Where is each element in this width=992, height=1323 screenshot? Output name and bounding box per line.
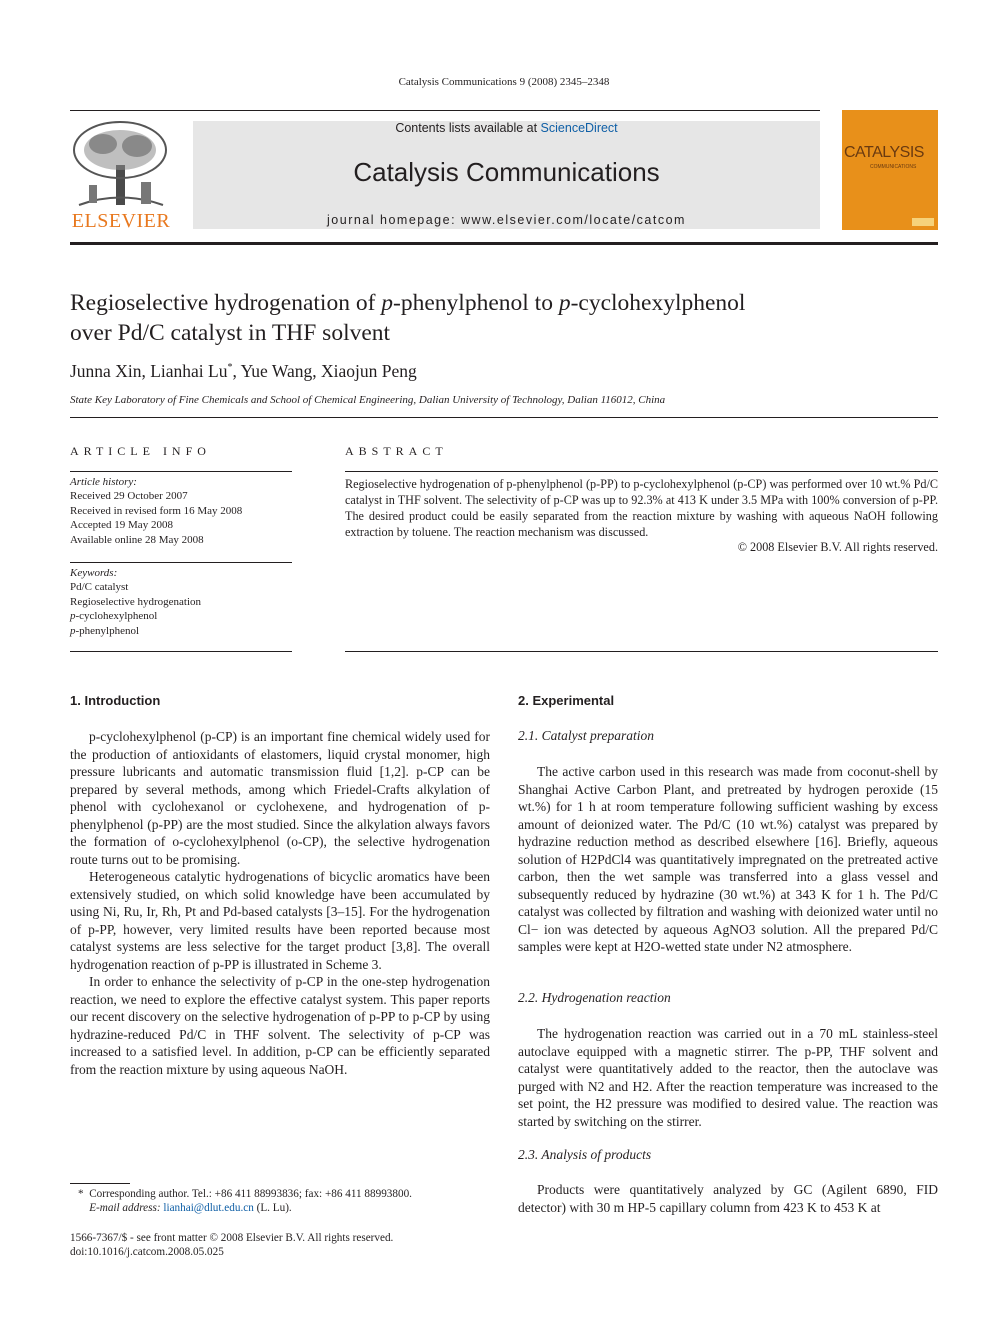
hydrogenation-paragraph: The hydrogenation reaction was carried out in a 70 mL stainless-steel autoclave equipped with a magnetic stirrer. The p-PP, THF solvent and catalyst were quantitatively added to the reactor, then the autoclave was purged with N2 and H2. After the reaction temperature was increased to the set point, the H2 pressure was modified to desired value. The reaction was started by switching on the stirrer.	[518, 1026, 938, 1129]
keywords-rule	[70, 562, 292, 563]
title-part: -cyclohexylphenol	[570, 290, 746, 316]
corresponding-mark[interactable]: *	[227, 362, 233, 374]
analysis-heading: 2.3. Analysis of products	[518, 1147, 652, 1162]
journal-name: Catalysis Communications	[353, 157, 660, 187]
history-item: Received 29 October 2007	[70, 490, 188, 503]
keyword-italic: p	[70, 624, 76, 637]
hydrogenation-reaction-heading: 2.2. Hydrogenation reaction	[518, 990, 671, 1005]
email-suffix: (L. Lu).	[253, 1202, 292, 1215]
article-history	[70, 475, 292, 547]
hydrogenation-reaction-body	[518, 1025, 938, 1130]
abstract-text: Regioselective hydrogenation of p-phenylphenol (p-PP) to p-cyclohexylphenol (p-CP) was performed over 10 wt.% Pd/C catalyst in THF solvent. The selectivity of p-CP was up to 92.3% at 413 K under 3.5 MPa with 100% conversion of p-PP. The desired product could be easily separated from the reaction mixture by washing with aqueous NaOH following extraction by toluene. The reaction mechanism was discussed.	[345, 477, 938, 539]
footnote-star: *	[78, 1188, 84, 1200]
title-line-2: over Pd/C catalyst in THF solvent	[70, 320, 391, 346]
history-item: Accepted 19 May 2008	[70, 519, 173, 532]
catalyst-preparation-body	[518, 763, 938, 956]
keywords-label: Keywords:	[70, 567, 118, 579]
doi[interactable]: doi:10.1016/j.catcom.2008.05.025	[70, 1246, 224, 1259]
sciencedirect-link[interactable]: ScienceDirect	[540, 121, 618, 135]
keyword: -cyclohexylphenol	[75, 610, 158, 623]
keyword: -phenylphenol	[75, 624, 140, 637]
introduction-heading: 1. Introduction	[70, 693, 161, 708]
contents-prefix: Contents lists available at	[395, 121, 541, 135]
history-item: Available online 28 May 2008	[70, 533, 204, 546]
journal-cover	[842, 110, 938, 230]
title-part: Regioselective hydrogenation of	[70, 290, 382, 316]
keyword: Regioselective hydrogenation	[70, 595, 202, 608]
authors-part: Junna Xin, Lianhai Lu	[70, 361, 228, 381]
keywords	[70, 566, 292, 638]
catalyst-preparation-heading: 2.1. Catalyst preparation	[518, 728, 655, 743]
affiliation: State Key Laboratory of Fine Chemicals and School of Chemical Engineering, Dalian University of Technology, Dalian 116012, China	[70, 394, 666, 406]
article-title	[70, 288, 940, 348]
keyword-italic: p	[70, 610, 76, 623]
email-label: E-mail address:	[89, 1202, 161, 1215]
analysis-paragraph: Products were quantitatively analyzed by GC (Agilent 6890, FID detector) with 30 m HP-5 capillary column from 423 K to 453 K at	[518, 1182, 938, 1215]
front-matter	[70, 1231, 530, 1260]
history-label: Article history:	[70, 476, 137, 488]
title-part: -phenylphenol to	[393, 290, 559, 316]
keyword: Pd/C catalyst	[70, 581, 129, 594]
publisher-name: ELSEVIER	[71, 210, 171, 232]
header-thick-rule	[70, 242, 938, 245]
corresponding-author: Corresponding author. Tel.: +86 411 88993836; fax: +86 411 88993800.	[89, 1188, 412, 1200]
cover-subtitle: COMMUNICATIONS	[870, 164, 917, 170]
abstract-copyright: © 2008 Elsevier B.V. All rights reserved.	[737, 540, 938, 554]
affiliation-rule	[70, 417, 938, 418]
cover-badge	[912, 218, 934, 226]
abstract-rule	[345, 471, 938, 472]
header-rule	[70, 110, 820, 111]
experimental-heading: 2. Experimental	[518, 693, 615, 708]
abstract-heading: ABSTRACT	[345, 444, 448, 458]
article-info-heading: ARTICLE INFO	[70, 444, 211, 458]
contents-line	[193, 121, 820, 135]
introduction-body	[70, 728, 490, 1078]
email-link[interactable]: lianhai@dlut.edu.cn	[163, 1202, 254, 1215]
elsevier-logo	[69, 120, 173, 232]
journal-homepage[interactable]: journal homepage: www.elsevier.com/locate/catcom	[327, 213, 686, 227]
intro-paragraph-2: Heterogeneous catalytic hydrogenations of bicyclic aromatics have been extensively studied, on which solid knowledge have been accumulated by using Ni, Ru, Ir, Rh, Pt and Pd-based catalysts [3–15]. For the hydrogenation of p-PP, however, very limited results have been reported because most catalyst systems are less selective for the target product [3,8]. The overall hydrogenation reaction of p-PP is illustrated in Scheme 3.	[70, 869, 490, 972]
info-rule	[70, 471, 292, 472]
front-matter-text: 1566-7367/$ - see front matter © 2008 Elsevier B.V. All rights reserved.	[70, 1232, 394, 1244]
title-part: p	[558, 290, 571, 316]
title-part: p	[381, 290, 394, 316]
cover-title: CATALYSIS	[844, 144, 924, 161]
footnote-rule	[70, 1183, 130, 1184]
author-list	[70, 361, 417, 382]
catalyst-paragraph: The active carbon used in this research was made from coconut-shell by Shanghai Active Carbon Plant, and pretreated by hydrogen peroxide (15 wt.%) for 1 h at room temperature following sufficient washing by excess amount of deionized water. The Pd/C (10 wt.%) catalyst was prepared by hydrazine reduction method as described elsewhere [16]. Briefly, aqueous solution of H2PdCl4 was quantitatively impregnated on the pretreated active carbon, then the wet sample was transferred into a glass vessel and subsequently reduced by hydrazine (30 wt.%) at 343 K for 1 h. The Pd/C catalyst was collected by filtration and washing with deionized water until no Cl− ion was detected by aqueous AgNO3 solution. All the prepared Pd/C samples were kept at H2O-wetted state under N2 atmosphere.	[518, 764, 938, 954]
analysis-body	[518, 1181, 938, 1216]
footnote	[78, 1187, 498, 1216]
intro-paragraph-3: In order to enhance the selectivity of p-CP in the one-step hydrogenation reaction, we need to explore the effective catalyst system. This paper reports our recent discovery on the selective hydrogenation of p-PP to p-CP by using hydrazine-reduced Pd/C in THF solvent. The selectivity of p-CP was increased to a satisfied level. In addition, p-CP can be efficiently separated from the reaction mixture by using aqueous NaOH.	[70, 974, 490, 1077]
info-bottom-rule	[70, 651, 292, 652]
authors-part: , Yue Wang, Xiaojun Peng	[232, 361, 417, 381]
journal-reference: Catalysis Communications 9 (2008) 2345–2348	[398, 76, 610, 88]
intro-paragraph-1: p-cyclohexylphenol (p-CP) is an important fine chemical widely used for the production of antioxidants of elastomers, liquid crystal monomer, high pressure lubricants and automatic transmission fluid [1,2]. p-CP can be prepared by several methods, among which Friedel-Crafts alkylation of phenol with cyclohexanol or cyclohexene, and hydrogenation of p-phenylphenol (p-PP) are the most studied. Since the alkylation always favors the formation of o-cyclohexylphenol (o-CP), the selective hydrogenation route turns out to be promising.	[70, 729, 490, 867]
abstract-bottom-rule	[345, 651, 938, 652]
history-item: Received in revised form 16 May 2008	[70, 504, 243, 517]
